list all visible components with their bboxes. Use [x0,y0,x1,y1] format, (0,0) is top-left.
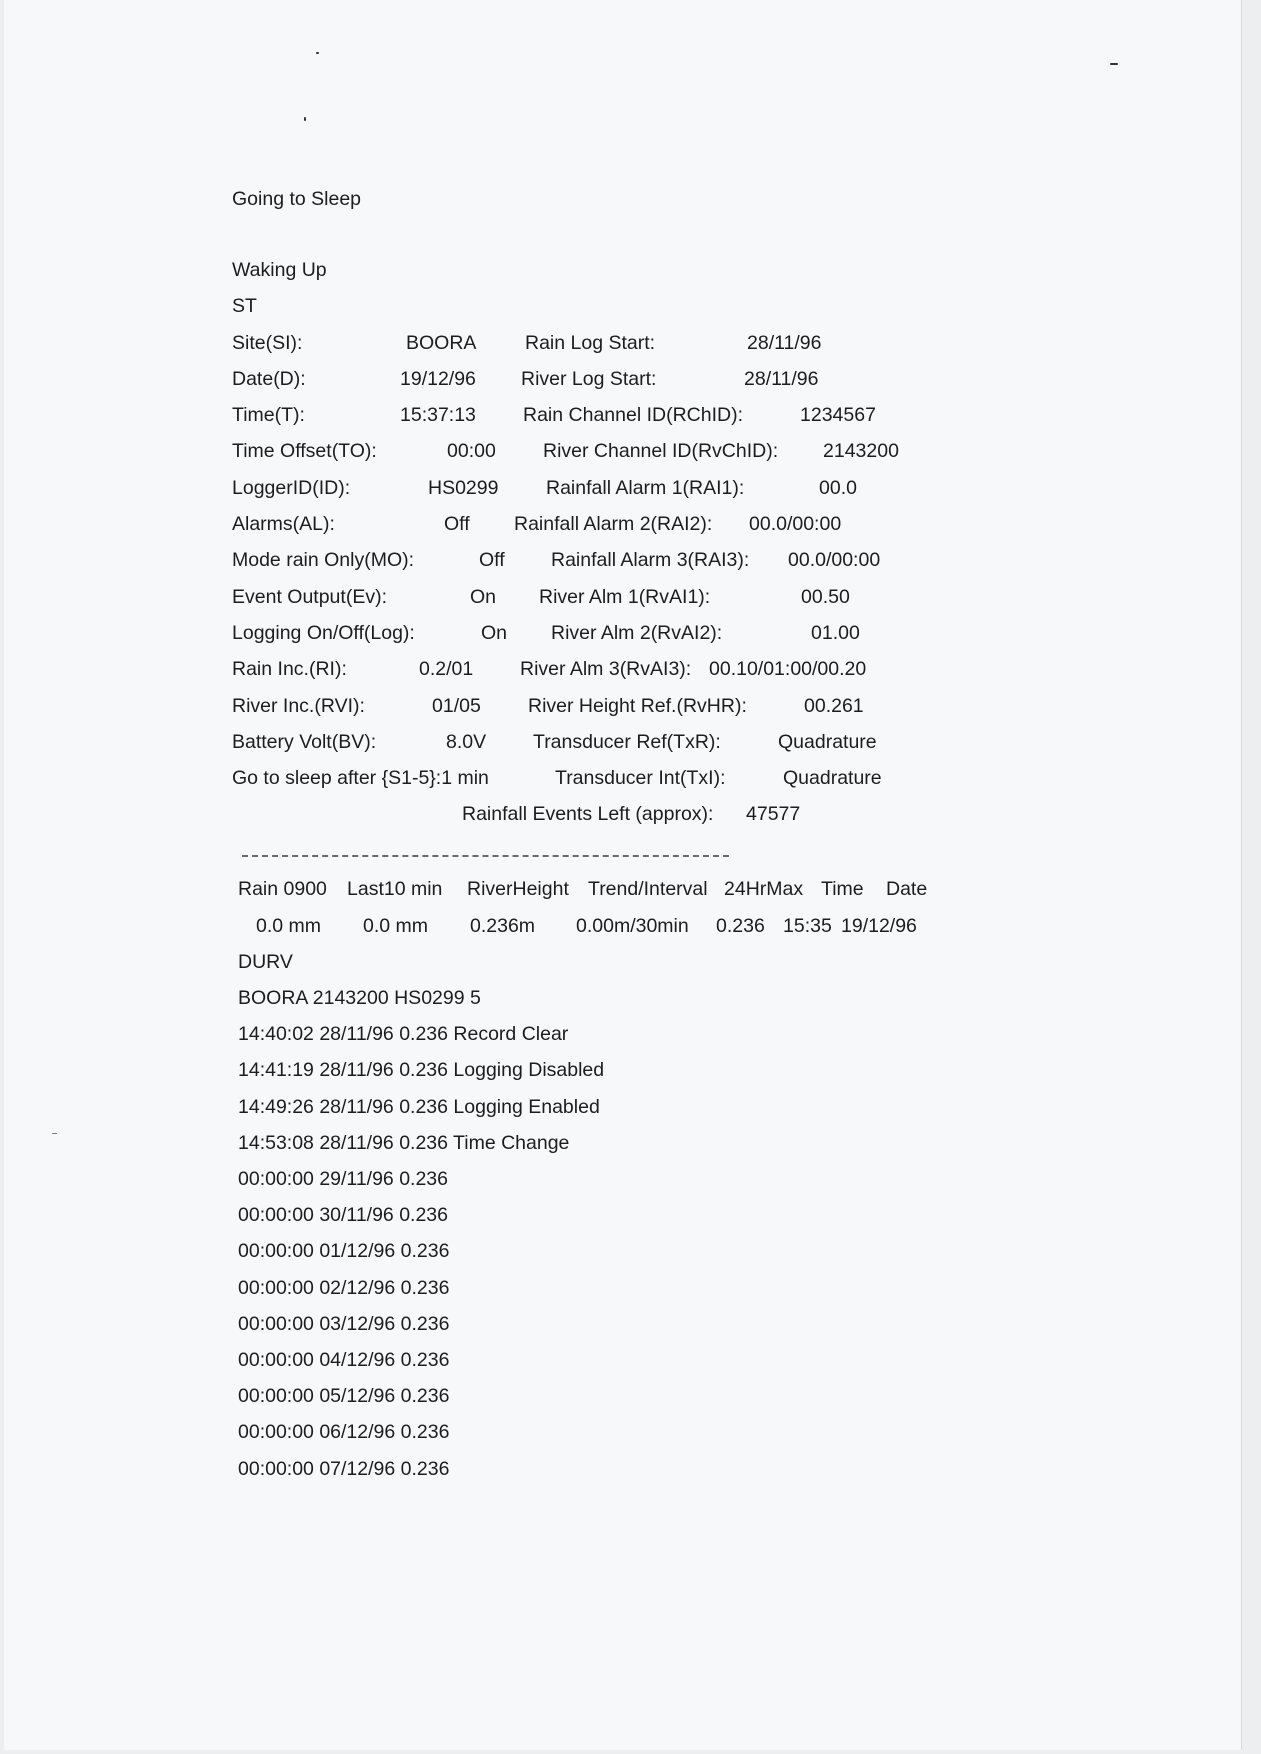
setting-value: 15:37:13 [400,404,476,426]
setting-label: Mode rain Only(MO): [232,549,415,571]
setting-value: HS0299 [428,477,499,499]
setting-value: Off [444,513,470,535]
setting-value: 00.0/00:00 [749,513,842,535]
setting-label: River Alm 3(RvAI3): [520,658,692,680]
scan-speck [304,117,306,121]
setting-value: 00.261 [804,695,864,717]
readings-value: 15:35 [783,915,832,937]
setting-value: 1234567 [800,404,876,426]
setting-label: Rainfall Alarm 3(RAI3): [551,549,750,571]
setting-label: River Channel ID(RvChID): [543,440,779,462]
setting-label: Transducer Int(TxI): [555,767,726,789]
setting-value: 19/12/96 [400,368,476,390]
readings-header: Last10 min [347,878,443,900]
setting-value: 28/11/96 [747,332,822,354]
setting-label: Rain Log Start: [525,332,656,354]
setting-label: Time Offset(TO): [232,440,377,462]
log-record: 00:00:00 06/12/96 0.236 [238,1421,450,1443]
setting-label: Time(T): [232,404,305,426]
setting-value: 01/05 [432,695,481,717]
readings-header: Time [821,878,864,900]
readings-value: 0.236m [470,915,536,937]
scan-speck [316,52,319,54]
events-left-value: 47577 [746,803,801,825]
setting-label: River Alm 2(RvAI2): [551,622,723,644]
setting-label: Alarms(AL): [232,513,335,535]
document-page [4,0,1242,1750]
setting-label: Logging On/Off(Log): [232,622,415,644]
log-record: 00:00:00 07/12/96 0.236 [238,1458,450,1480]
setting-value: 00.0/00:00 [788,549,881,571]
setting-label: Battery Volt(BV): [232,731,377,753]
setting-value: Off [479,549,505,571]
setting-value: On [470,586,497,608]
setting-value: 2143200 [823,440,899,462]
setting-label: Rain Inc.(RI): [232,658,347,680]
setting-label: Go to sleep after {S1-5}:1 min [232,767,489,789]
setting-value: 28/11/96 [744,368,819,390]
scan-speck [1110,63,1118,65]
log-record: 00:00:00 01/12/96 0.236 [238,1240,450,1262]
setting-label: Rainfall Alarm 1(RAI1): [546,477,745,499]
events-left-label: Rainfall Events Left (approx): [462,803,714,825]
scan-speck [52,1133,57,1134]
log-record: 14:40:02 28/11/96 0.236 Record Clear [238,1023,569,1045]
readings-header: Rain 0900 [238,878,327,900]
setting-label: Site(SI): [232,332,303,354]
setting-value: 00.10/01:00/00.20 [709,658,867,680]
status-line-going-to-sleep: Going to Sleep [232,188,362,210]
readings-value: 0.00m/30min [576,915,689,937]
setting-label: River Inc.(RVI): [232,695,365,717]
readings-header: Date [886,878,928,900]
setting-value: 8.0V [446,731,487,753]
setting-label: River Log Start: [521,368,657,390]
status-line-waking-up: Waking Up [232,259,327,281]
setting-label: Date(D): [232,368,306,390]
log-record: 00:00:00 30/11/96 0.236 [238,1204,448,1226]
readings-header: RiverHeight [467,878,569,900]
setting-value: BOORA [406,332,477,354]
log-record: 14:49:26 28/11/96 0.236 Logging Enabled [238,1096,600,1118]
setting-label: River Height Ref.(RvHR): [528,695,747,717]
setting-value: 0.2/01 [419,658,474,680]
log-record: 00:00:00 29/11/96 0.236 [238,1168,448,1190]
setting-value: On [481,622,508,644]
command-durv: DURV [238,951,293,973]
readings-value: 0.236 [716,915,765,937]
readings-value: 19/12/96 [841,915,917,937]
setting-label: Transducer Ref(TxR): [533,731,721,753]
setting-value: 01.00 [811,622,860,644]
dump-header: BOORA 2143200 HS0299 5 [238,987,481,1009]
readings-header: 24HrMax [724,878,804,900]
log-record: 14:53:08 28/11/96 0.236 Time Change [238,1132,570,1154]
setting-value: 00:00 [447,440,496,462]
command-st: ST [232,295,257,317]
readings-value: 0.0 mm [256,915,322,937]
log-record: 00:00:00 05/12/96 0.236 [238,1385,450,1407]
setting-value: Quadrature [778,731,877,753]
log-record: 00:00:00 02/12/96 0.236 [238,1277,450,1299]
setting-label: Rainfall Alarm 2(RAI2): [514,513,713,535]
log-record: 14:41:19 28/11/96 0.236 Logging Disabled [238,1059,605,1081]
dashed-separator [242,855,729,857]
setting-label: Rain Channel ID(RChID): [523,404,743,426]
log-record: 00:00:00 03/12/96 0.236 [238,1313,450,1335]
readings-header: Trend/Interval [588,878,708,900]
setting-value: 00.0 [819,477,857,499]
setting-label: LoggerID(ID): [232,477,351,499]
log-record: 00:00:00 04/12/96 0.236 [238,1349,450,1371]
setting-value: 00.50 [801,586,850,608]
setting-value: Quadrature [783,767,882,789]
setting-label: Event Output(Ev): [232,586,387,608]
setting-label: River Alm 1(RvAI1): [539,586,711,608]
readings-value: 0.0 mm [363,915,429,937]
